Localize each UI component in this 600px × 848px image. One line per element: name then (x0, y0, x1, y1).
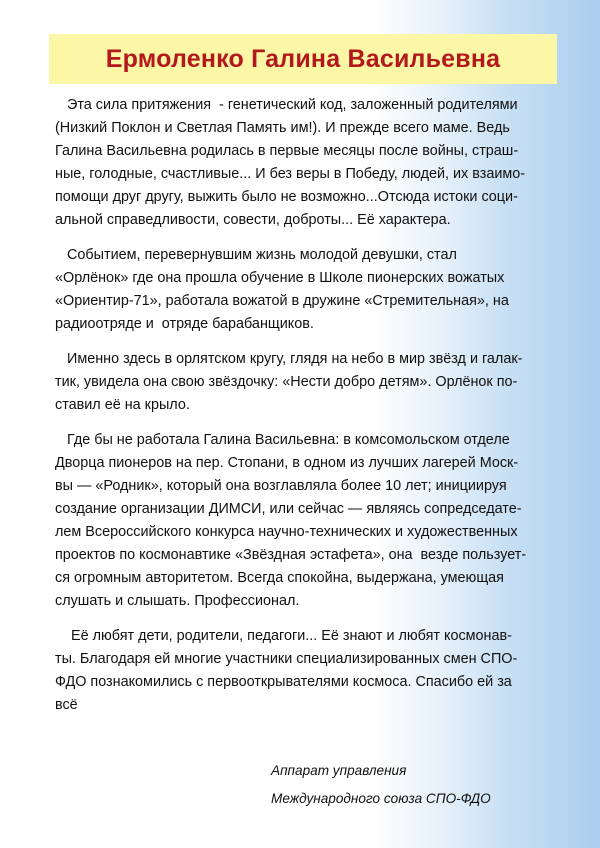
text-line: радиоотряде и отряде барабанщиков. (55, 316, 314, 332)
text-line: Именно здесь в орлятском кругу, глядя на небо в мир звёзд и галак- (55, 351, 523, 367)
paragraph-3 (55, 348, 567, 417)
signature-line-1: Аппарат управления (271, 763, 407, 778)
paragraph-1 (55, 94, 567, 232)
text-line: ты. Благодаря ей многие участники специализированных смен СПО- (55, 651, 518, 667)
text-line: ставил её на крыло. (55, 397, 190, 413)
text-line: «Орлёнок» где она прошла обучение в Школе пионерских вожатых (55, 270, 505, 286)
text-line: Событием, перевернувшим жизнь молодой девушки, стал (55, 247, 457, 263)
text-line: слушать и слышать. Профессионал. (55, 593, 300, 609)
paragraph-spacer (55, 417, 567, 429)
title-banner (49, 34, 557, 84)
paragraph-4 (55, 429, 567, 613)
text-line: проектов по космонавтике «Звёздная эстафета», она везде пользует- (55, 547, 527, 563)
text-line: лем Всероссийского конкурса научно-технических и художественных (55, 524, 518, 540)
text-line: Галина Васильевна родилась в первые месяцы после войны, страш- (55, 143, 519, 159)
text-line: создание организации ДИМСИ, или сейчас — являясь сопредседате- (55, 501, 522, 517)
page-title: Ермоленко Галина Васильевна (105, 44, 501, 73)
text-line: помощи друг другу, выжить было не возможно...Отсюда истоки соци- (55, 189, 518, 205)
signature-block (271, 757, 491, 813)
text-line: Эта сила притяжения - генетический код, заложенный родителями (55, 97, 518, 113)
text-line: всё (55, 697, 78, 713)
text-line: ФДО познакомились с первооткрывателями космоса. Спасибо ей за (55, 674, 512, 690)
text-line: тик, увидела она свою звёздочку: «Нести добро детям». Орлёнок по- (55, 374, 518, 390)
text-line: вы — «Родник», который она возглавляла более 10 лет; инициируя (55, 478, 507, 494)
paragraph-spacer (55, 613, 567, 625)
signature-line-2: Международного союза СПО-ФДО (271, 791, 491, 806)
text-line: Её любят дети, родители, педагоги... Её знают и любят космонав- (55, 628, 512, 644)
paragraph-spacer (55, 232, 567, 244)
text-line: Где бы не работала Галина Васильевна: в комсомольском отделе (55, 432, 510, 448)
paragraph-2 (55, 244, 567, 336)
article-body (55, 94, 567, 717)
text-line: Дворца пионеров на пер. Стопани, в одном из лучших лагерей Моск- (55, 455, 519, 471)
text-line: «Ориентир-71», работала вожатой в дружине «Стремительная», на (55, 293, 509, 309)
text-line: альной справедливости, совести, доброты... Её характера. (55, 212, 451, 228)
paragraph-5 (55, 625, 567, 717)
text-line: (Низкий Поклон и Светлая Память им!). И прежде всего маме. Ведь (55, 120, 510, 136)
text-line: ные, голодные, счастливые... И без веры в Победу, людей, их взаимо- (55, 166, 526, 182)
paragraph-spacer (55, 336, 567, 348)
text-line: ся огромным авторитетом. Всегда спокойна, выдержана, умеющая (55, 570, 504, 586)
